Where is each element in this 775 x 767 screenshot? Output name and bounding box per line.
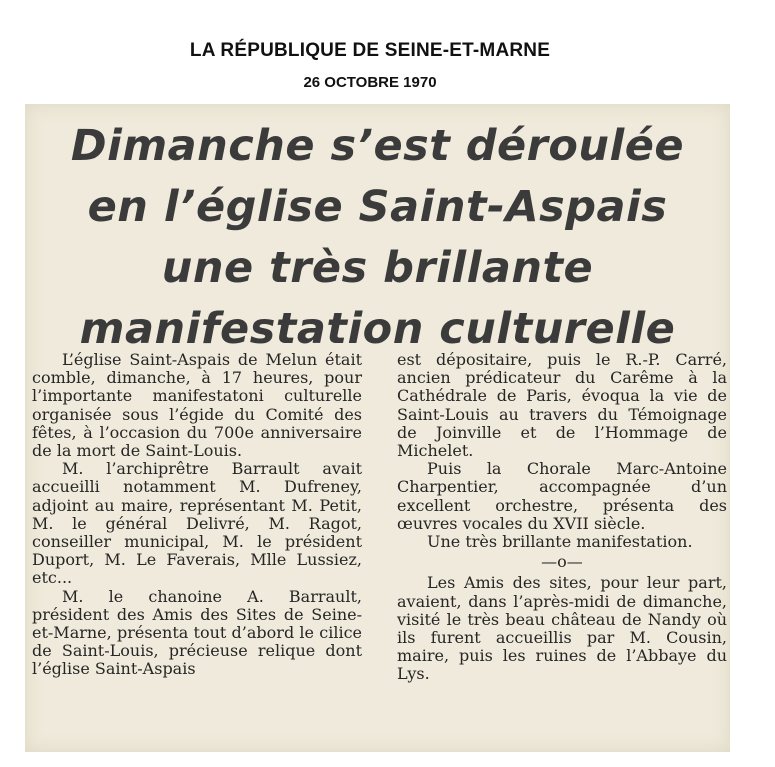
article-headline bbox=[25, 116, 730, 360]
section-separator: —o— bbox=[541, 552, 583, 572]
article-paragraph: Les Amis des sites, pour leur part, avaient, dans l’après-midi de dimanche, visité le très beau château de Nandy où ils furent accueillis par M. Cousin, maire, puis les ruines de l’Abbaye du Lys. bbox=[397, 573, 727, 684]
article-paragraph: M. le chanoine A. Barrault, président des Amis des Sites de Seine-et-Marne, présenta tout d’abord le cilice de Saint-Louis, précieuse relique dont l’église Saint-Aspais bbox=[32, 586, 362, 679]
headline-line: Dimanche s’est déroulée bbox=[70, 121, 685, 171]
newspaper-clipping bbox=[25, 104, 730, 752]
article-paragraph: Puis la Chorale Marc-Antoine Charpentier, accompagnée d’un excellent orchestre, présenta des œuvres vocales du XVII siècle. bbox=[397, 459, 727, 533]
headline-line: une très brillante bbox=[161, 243, 594, 293]
article-paragraph: Une très brillante manifestation. bbox=[427, 532, 693, 552]
article-right-column bbox=[397, 351, 727, 684]
newspaper-name: LA RÉPUBLIQUE DE SEINE-ET-MARNE bbox=[189, 40, 551, 61]
article-paragraph: est dépositaire, puis le R.-P. Carré, ancien prédicateur du Carême à la Cathédrale de Paris, évoqua la vie de Saint-Louis au travers du Témoignage de Joinville et de l’Hommage de Michelet. bbox=[397, 350, 727, 461]
article-left-column bbox=[32, 351, 362, 679]
publication-date: 26 OCTOBRE 1970 bbox=[303, 74, 437, 91]
headline-line: manifestation culturelle bbox=[79, 304, 676, 354]
article-paragraph: L’église Saint-Aspais de Melun était comble, dimanche, à 17 heures, pour l’importante manifestatoni culturelle organisée sous l’égide du Comité des fêtes, à l’occasion du 700e anniversaire de la mort de Saint-Louis. bbox=[32, 350, 362, 461]
headline-line: en l’église Saint-Aspais bbox=[87, 182, 668, 232]
article-paragraph: M. l’archiprêtre Barrault avait accueilli notamment M. Dufreney, adjoint au maire, représentant M. Petit, M. le général Delivré, M. Ragot, conseiller municipal, M. le président Duport, M. Le Faverais, Mlle Lussiez, etc... bbox=[32, 459, 362, 588]
